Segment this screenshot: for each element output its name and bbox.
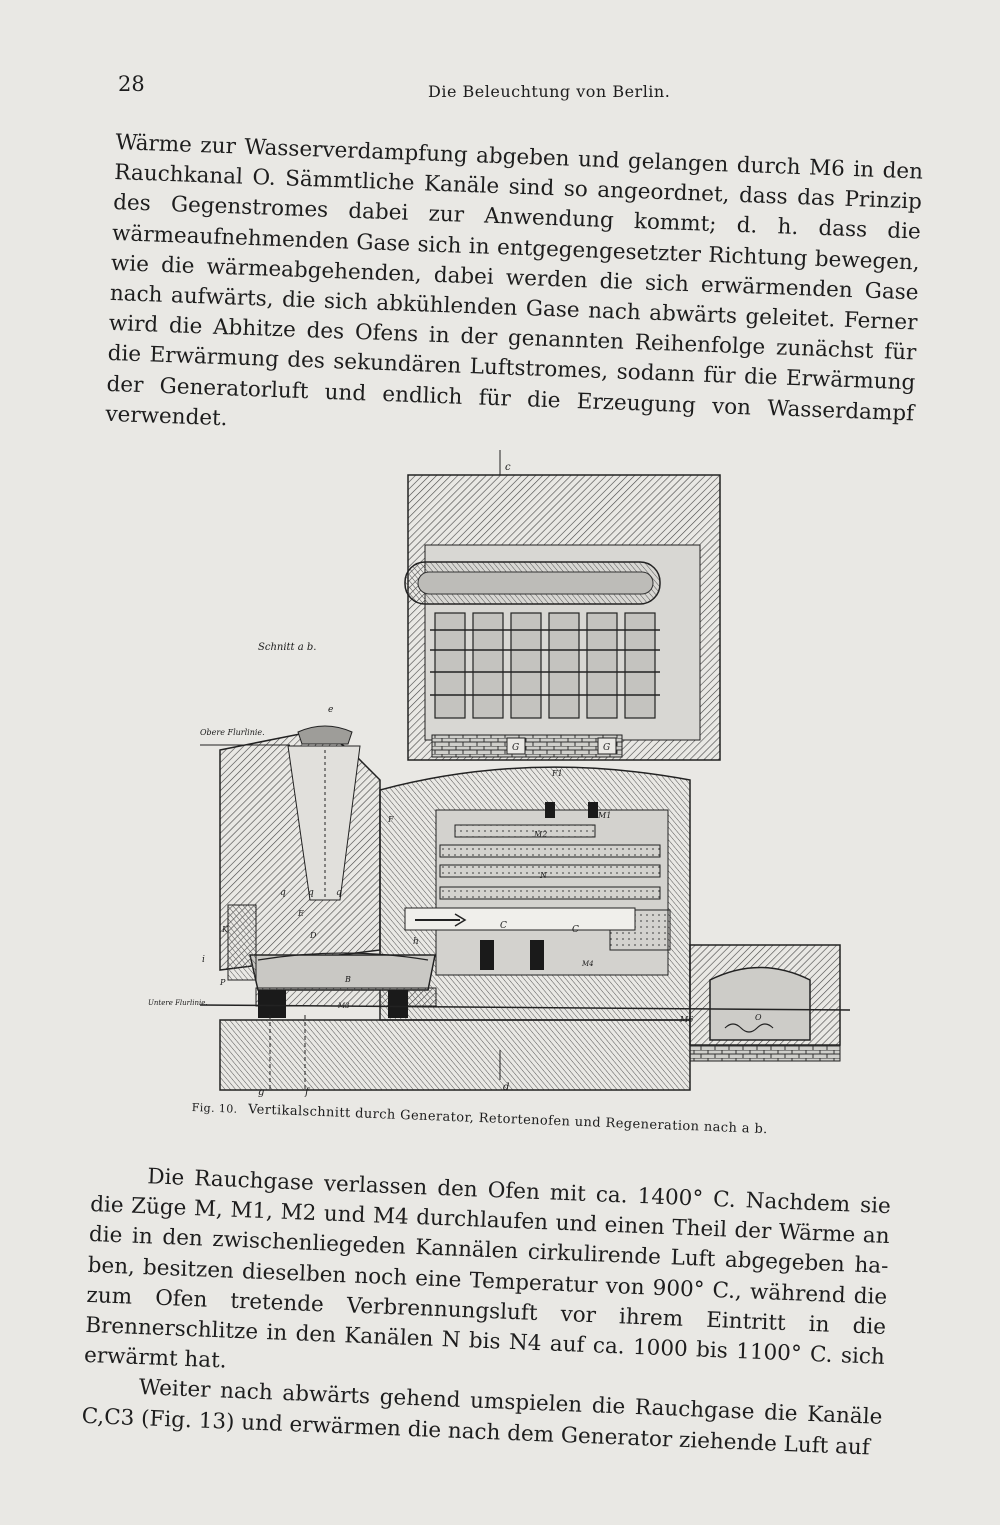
paragraph-2: Die Rauchgase verlassen den Ofen mit ca. 1400° C. Nachdem sie die Züge M, M1, M2 und M4 durchlaufen und einen Theil der Wärme an die in den zwischenliegeden Kannälen cirkulirende Luft abgegeben ha- ben, besitzen dieselben noch eine Temperatur von 900° C., während die zum Ofen tretende Verbrennungsluft vor ihrem Eintritt in die Brennerschlitze in den Kanälen N bis N4 auf ca. 1000 bis 1100° C. sich erwärmt hat. <box>83 1164 892 1374</box>
paragraph-1-text: Wärme zur Wasserverdampfung abgeben und gelangen durch M6 in den Rauchkanal O. Sämmtliche Kanäle sind so angeordnet, dass das Prinzip des Gegenstromes dabei zur Anwendung kommt; d. h. dass die wärmeaufnehmenden Gase sich in entgegengesetzter Richtung bewegen, wie die wärmeabgehenden, dabei werden die sich erwärmenden Gase nach aufwärts, die sich abkühlenden Gase nach abwärts geleitet. Ferner wird die Abhitze des Ofens in der genannten Reihenfolge zunächst für die Erwärmung des sekundären Luftstromes, sodann für die Erwärmung der Generatorluft und endlich für die Erzeugung von Wasserdampf verwendet. <box>105 129 924 432</box>
label-q2: q <box>308 888 314 898</box>
label-d: d <box>503 1082 510 1093</box>
label-e-upper: E <box>298 909 304 918</box>
label-obere-flurlinie: Obere Flurlinie. <box>200 728 265 737</box>
label-untere-flurlinie: Untere Flurlinie. <box>148 999 208 1007</box>
label-f-lower: f <box>305 1087 309 1098</box>
label-d-upper: D <box>310 931 317 940</box>
body-text-lower <box>81 1160 891 1464</box>
running-title: Die Beleuchtung von Berlin. <box>428 82 671 101</box>
label-f: F <box>388 815 394 824</box>
label-m2: M2 <box>534 830 548 839</box>
label-i: i <box>202 955 205 965</box>
label-b: B <box>345 975 351 984</box>
caption-label: Fig. 10. <box>191 1100 238 1116</box>
label-q1: q <box>280 888 286 898</box>
figure-vertical-section <box>148 450 850 1110</box>
label-h: h <box>413 937 419 947</box>
label-m4: M4 <box>582 960 594 968</box>
label-g: g <box>258 1087 265 1098</box>
paragraph-1 <box>105 128 924 459</box>
label-c: c <box>505 462 511 473</box>
label-m3: M3 <box>338 1002 350 1010</box>
label-n: N <box>540 871 547 880</box>
label-k: K <box>222 925 228 934</box>
label-o: O <box>755 1013 762 1022</box>
furnace-section-drawing <box>148 450 850 1110</box>
label-c2: C <box>572 925 579 935</box>
label-schnitt: Schnitt a b. <box>258 642 317 653</box>
label-g2: G <box>603 743 611 753</box>
label-f1: F1 <box>552 769 563 778</box>
page-number: 28 <box>118 72 145 96</box>
label-m1: M1 <box>598 811 612 820</box>
paragraph-3: Weiter nach abwärts gehend umspielen die Rauchgase die Kanäle C,C3 (Fig. 13) und erwärmen die nach dem Generator ziehende Luft auf <box>81 1375 883 1461</box>
label-m6: M6 <box>680 1015 694 1024</box>
label-q3: q <box>336 888 342 898</box>
label-e: e <box>328 705 334 715</box>
label-p: P <box>220 978 226 987</box>
caption-text: Vertikalschnitt durch Generator, Retortenofen und Regeneration nach a b. <box>247 1102 768 1138</box>
label-g1: G <box>512 743 520 753</box>
label-c1: C <box>500 921 507 931</box>
